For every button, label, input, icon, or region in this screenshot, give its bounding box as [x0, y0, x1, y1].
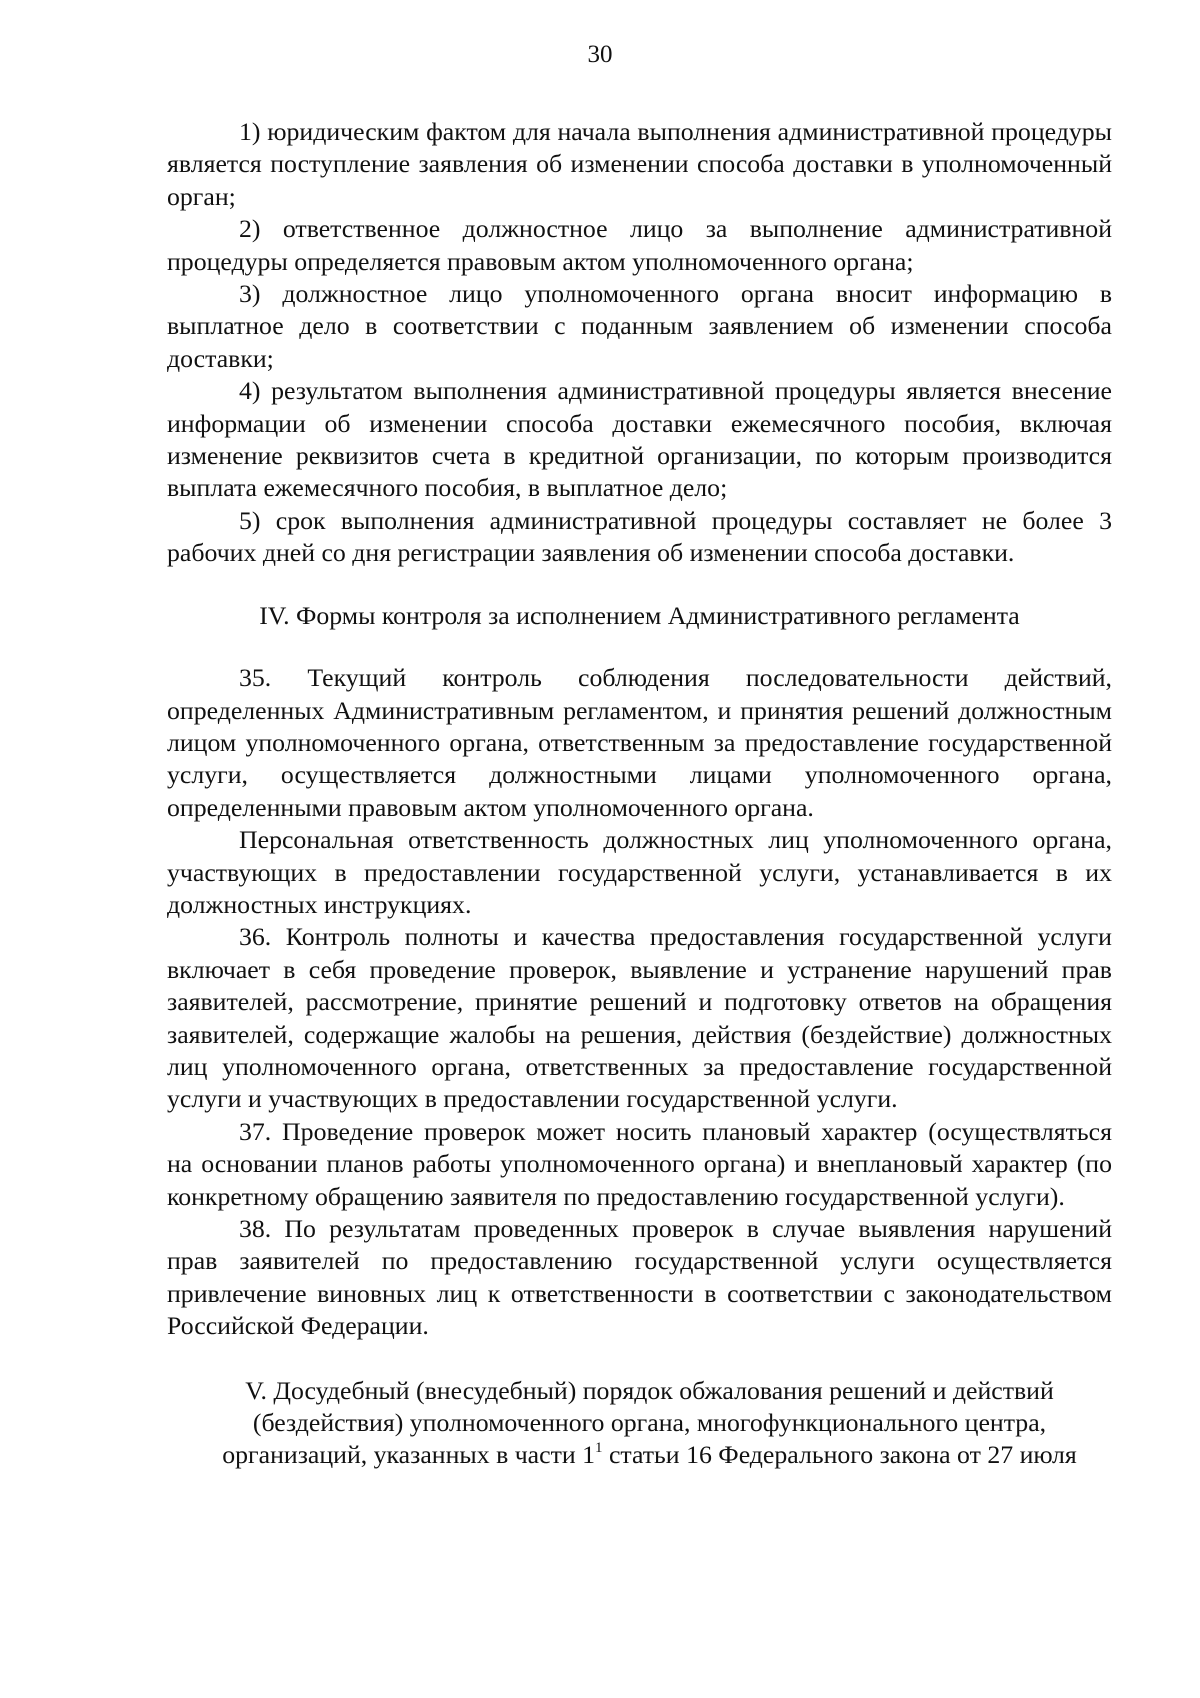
procedure-item-1: 1) юридическим фактом для начала выполнения административной процедуры является поступление заявления об изменении способа доставки в уполномоченный орган;	[167, 117, 1112, 211]
procedure-item-5: 5) срок выполнения административной процедуры составляет не более 3 рабочих дней со дня регистрации заявления об изменении способа доставки.	[167, 505, 1112, 568]
section-5-heading-line-2: (бездействия) уполномоченного органа, многофункционального центра,	[252, 1408, 1047, 1438]
paragraph-36: 36. Контроль полноты и качества предоставления государственной услуги включает в себя проведение проверок, выявление и устранение нарушений прав заявителей, рассмотрение, принятие решений и подготовку ответов на обращения заявителей, содержащие жалобы на решения, действия (бездействие) должностных лиц уполномоченного органа, ответственных за предоставление государственной услуги и участвующих в предоставлении государственной услуги.	[167, 922, 1112, 1114]
section-5-heading-superscript: 1	[595, 1440, 603, 1457]
section-5-heading-line-3-start: организаций, указанных в части 1	[222, 1440, 595, 1470]
paragraph-35: 35. Текущий контроль соблюдения последовательности действий, определенных Административным регламентом, и принятия решений должностным лицом уполномоченного органа, ответственным за предоставление государственной услуги, осуществляется должностными лицами уполномоченного органа, определенными правовым актом уполномоченного органа.	[167, 663, 1112, 822]
document-body	[167, 116, 1112, 1472]
procedure-item-2: 2) ответственное должностное лицо за выполнение административной процедуры определяется правовым актом уполномоченного органа;	[167, 214, 1112, 276]
section-5-heading-line-1: V. Досудебный (внесудебный) порядок обжалования решений и действий	[245, 1375, 1054, 1405]
paragraph-37: 37. Проведение проверок может носить плановый характер (осуществляться на основании планов работы уполномоченного органа) и внеплановый характер (по конкретному обращению заявителя по предоставлению государственной услуги).	[167, 1116, 1112, 1211]
paragraph-35-continued: Персональная ответственность должностных лиц уполномоченного органа, участвующих в предоставлении государственной услуги, устанавливается в их должностных инструкциях.	[167, 825, 1112, 919]
page-number: 30	[587, 41, 613, 68]
section-5-heading-line-3-end: статьи 16 Федерального закона от 27 июля	[602, 1440, 1077, 1470]
paragraph-38: 38. По результатам проведенных проверок в случае выявления нарушений прав заявителей по предоставлению государственной услуги осуществляется привлечение виновных лиц к ответственности в соответствии с законодательством Российской Федерации.	[167, 1214, 1112, 1341]
procedure-item-3: 3) должностное лицо уполномоченного органа вносит информацию в выплатное дело в соответствии с поданным заявлением об изменении способа доставки;	[167, 279, 1112, 373]
section-4-heading: IV. Формы контроля за исполнением Административного регламента	[259, 600, 1020, 630]
section-5-heading	[167, 1375, 1112, 1472]
procedure-item-4: 4) результатом выполнения административной процедуры является внесение информации об изменении способа доставки ежемесячного пособия, включая изменение реквизитов счета в кредитной организации, по которым производится выплата ежемесячного пособия, в выплатное дело;	[167, 376, 1112, 503]
